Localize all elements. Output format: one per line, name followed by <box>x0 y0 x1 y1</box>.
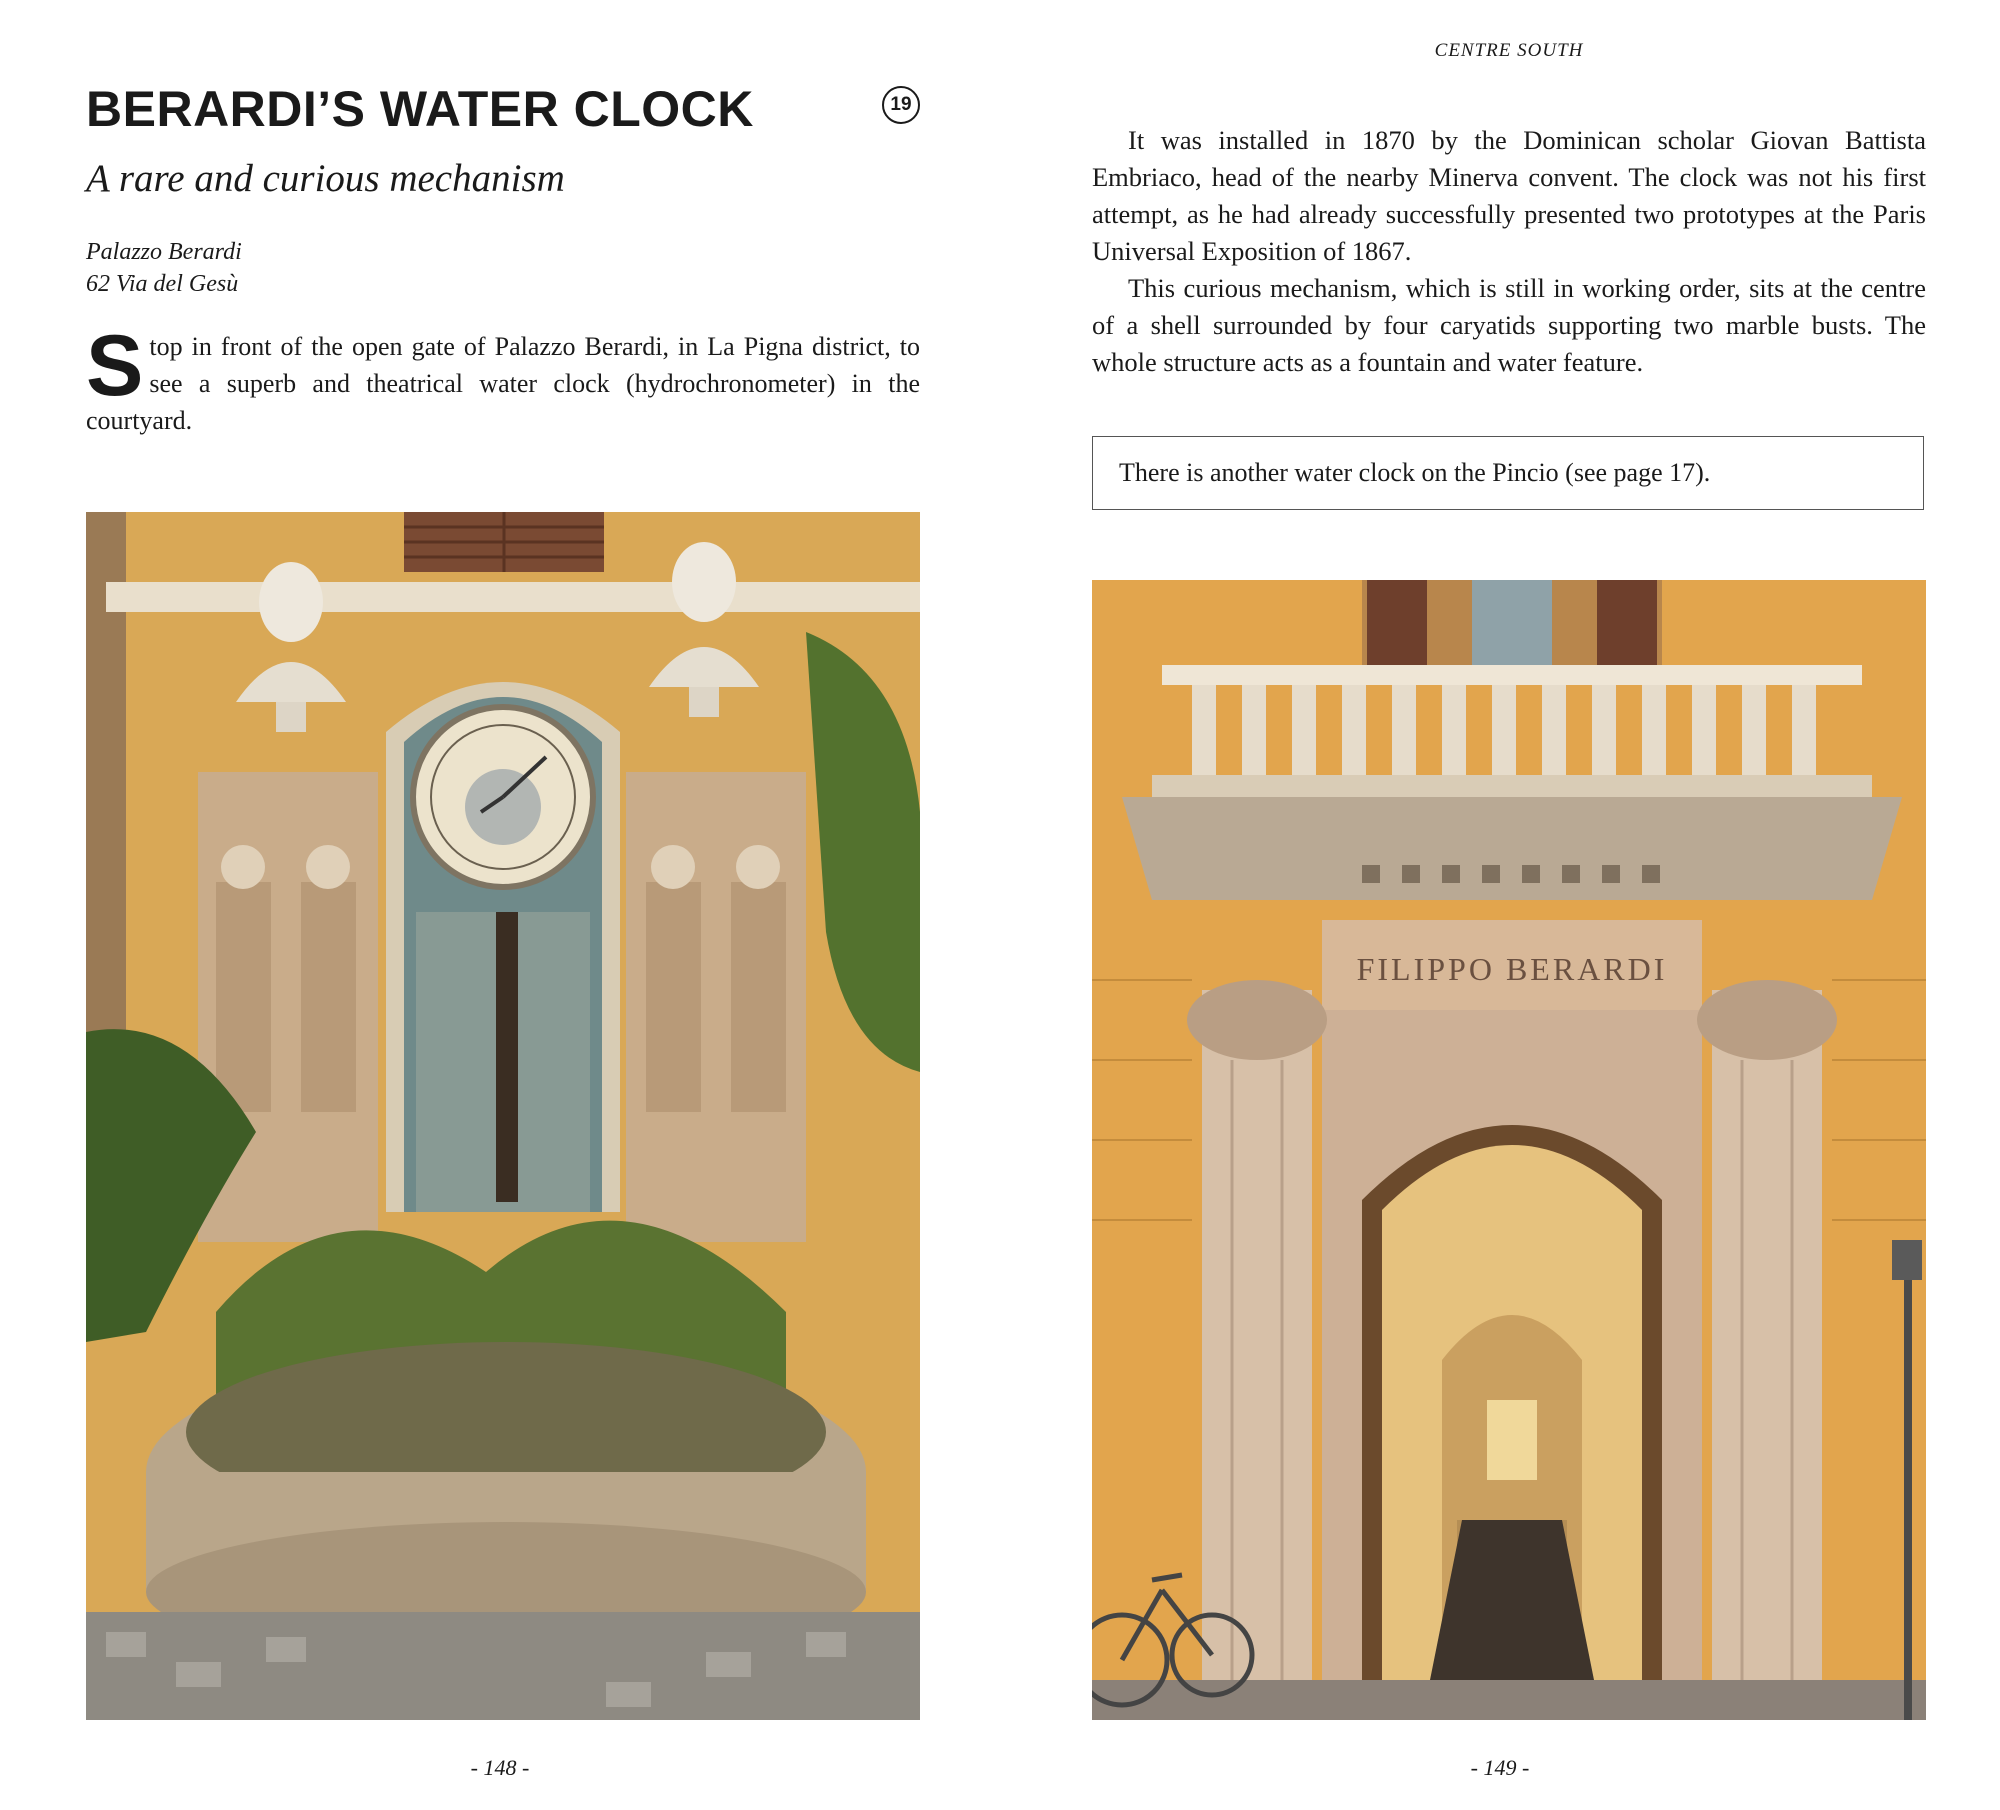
article-subtitle: A rare and curious mechanism <box>86 157 565 200</box>
article-title: BERARDI’S WATER CLOCK <box>86 81 754 137</box>
note-box: There is another water clock on the Pincio (see page 17). <box>1092 436 1924 510</box>
address-block <box>86 236 242 300</box>
body-text <box>1092 122 1926 381</box>
address-line-building: Palazzo Berardi <box>86 239 242 265</box>
drop-cap: S <box>86 318 144 414</box>
body-paragraph: It was installed in 1870 by the Dominican scholar Giovan Battista Embriaco, head of the nearby Minerva convent. The clock was not his first attempt, as he had already successfully presented two prototypes at the Paris Universal Exposition of 1867. <box>1092 125 1926 266</box>
photo-inscription: FILIPPO BERARDI <box>1356 951 1668 987</box>
palazzo-entrance-illustration <box>1092 580 1926 1720</box>
water-clock-photo <box>86 512 920 1720</box>
palazzo-entrance-photo <box>1092 580 1926 1720</box>
water-clock-illustration <box>86 512 920 1720</box>
intro-paragraph <box>86 318 920 439</box>
entry-number-badge: 19 <box>882 86 920 124</box>
address-line-street: 62 Via del Gesù <box>86 271 239 297</box>
page-number-left: - 148 - <box>470 1755 530 1780</box>
right-page <box>1000 0 2000 1810</box>
running-head: CENTRE SOUTH <box>1434 40 1584 61</box>
intro-text: top in front of the open gate of Palazzo Berardi, in La Pigna district, to see a superb and theatrical water clock (hydrochronometer) in the courtyard. <box>86 332 920 435</box>
page-number-right: - 149 - <box>1470 1755 1530 1780</box>
body-paragraph: This curious mechanism, which is still in working order, sits at the centre of a shell surrounded by four caryatids supporting two marble busts. The whole structure acts as a fountain and water feature. <box>1092 273 1926 377</box>
